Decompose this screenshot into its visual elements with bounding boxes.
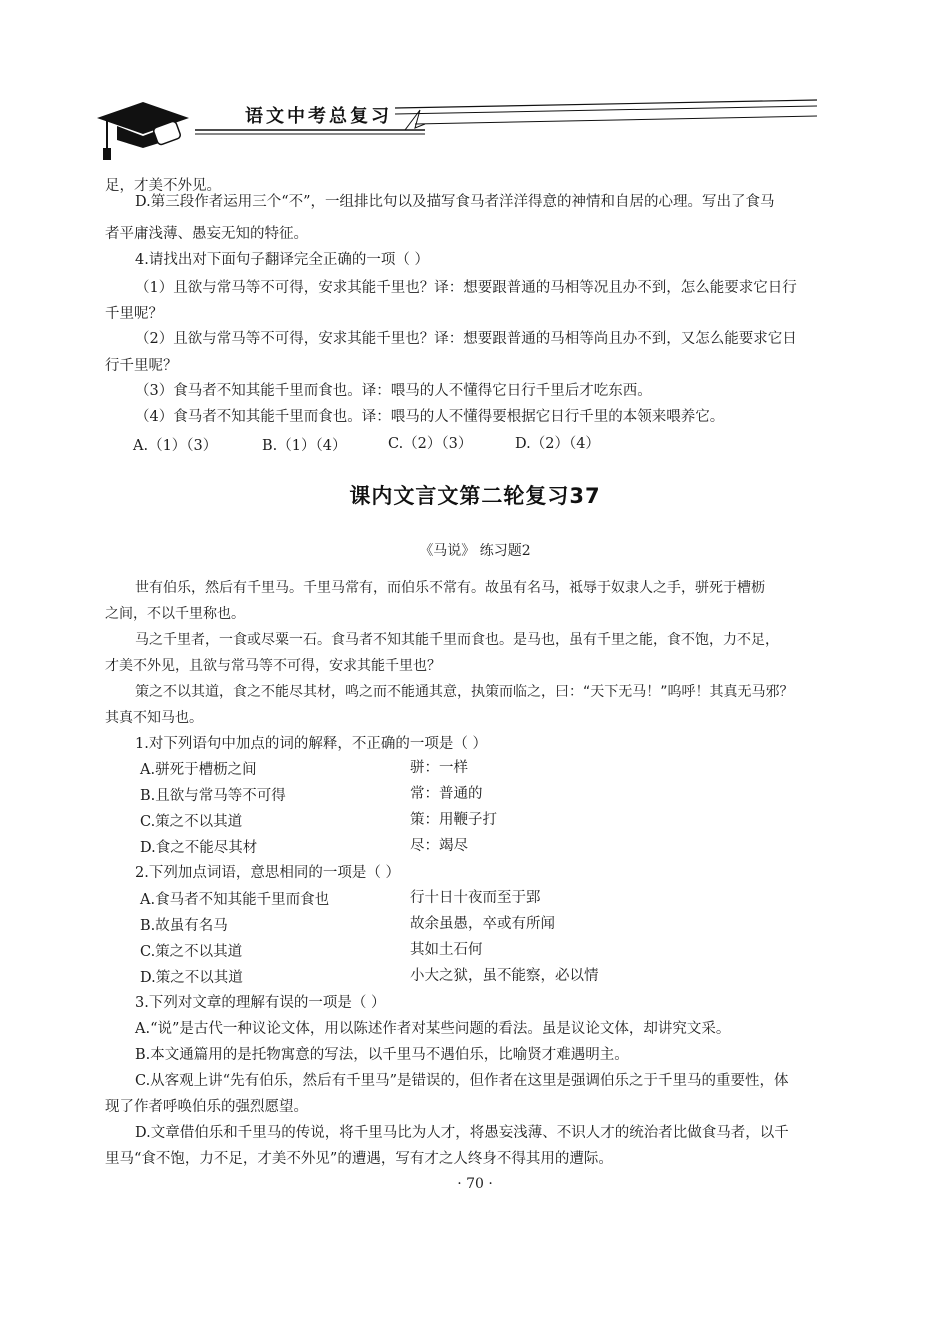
q1-option-c: C.策之不以其道: [140, 814, 243, 830]
choice-c: C.（2）（3）: [388, 436, 473, 452]
choice-a: A.（1）（3）: [133, 438, 218, 454]
page-number: · 70 ·: [457, 1176, 493, 1192]
question-stem: 3.下列对文章的理解有误的一项是（ ）: [135, 995, 386, 1011]
q3-option-b: B.本文通篇用的是托物寓意的写法，以千里马不遇伯乐，比喻贤才难遇明主。: [135, 1047, 629, 1063]
q1-option-b-gloss: 常：普通的: [410, 786, 483, 802]
text-line: 行千里呢？: [105, 358, 178, 374]
q2-option-c-compare: 其如土石何: [410, 942, 483, 958]
q3-option-a: A.“说”是古代一种议论文体，用以陈述作者对某些问题的看法。虽是议论文体，却讲究文采。: [135, 1021, 731, 1037]
graduation-cap-icon: [95, 88, 817, 166]
q2-option-b-compare: 故余虽愚，卒或有所闻: [410, 916, 555, 932]
question-stem: 4.请找出对下面句子翻译完全正确的一项（ ）: [135, 252, 429, 268]
passage-line: 策之不以其道，食之不能尽其材，鸣之而不能通其意，执策而临之，曰：“天下无马！”呜呼！其真无马邪？: [135, 684, 794, 700]
section-title: 课内文言文第二轮复习37: [349, 484, 601, 508]
passage-line: 其真不知马也。: [105, 710, 203, 726]
header-title: 语文中考总复习: [245, 106, 392, 127]
q2-option-c: C.策之不以其道: [140, 944, 243, 960]
q1-option-b: B.且欲与常马等不可得: [140, 788, 286, 804]
q3-option-c-cont: 现了作者呼唤伯乐的强烈愿望。: [105, 1099, 308, 1115]
q2-option-d: D.策之不以其道: [140, 970, 243, 986]
text-line: 千里呢？: [105, 306, 163, 322]
q3-option-c: C.从客观上讲“先有伯乐，然后有千里马”是错误的，但作者在这里是强调伯乐之于千里马的重要性，体: [135, 1073, 789, 1089]
text-line: （2）且欲与常马等不可得，安求其能千里也？译：想要跟普通的马相等尚且办不到，又怎么能要求它日: [135, 331, 797, 347]
q1-option-a: A.骈死于槽枥之间: [140, 762, 257, 778]
passage-line: 马之千里者，一食或尽粟一石。食马者不知其能千里而食也。是马也，虽有千里之能，食不饱，力不足，: [135, 632, 779, 648]
q3-option-d-cont: 里马“食不饱，力不足，才美不外见”的遭遇，写有才之人终身不得其用的遭际。: [105, 1151, 613, 1167]
passage-line: 之间，不以千里称也。: [105, 606, 245, 622]
q3-option-d: D.文章借伯乐和千里马的传说，将千里马比为人才，将愚妄浅薄、不识人才的统治者比做食马者，以千: [135, 1125, 789, 1141]
text-line: （1）且欲与常马等不可得，安求其能千里也？译：想要跟普通的马相等况且办不到，怎么能要求它日行: [135, 280, 797, 296]
q2-option-b: B.故虽有名马: [140, 918, 228, 934]
text-line: 足，才美不外见。: [105, 178, 221, 194]
q1-option-d: D.食之不能尽其材: [140, 840, 258, 856]
q1-option-c-gloss: 策：用鞭子打: [410, 812, 497, 828]
q2-option-d-compare: 小大之狱，虽不能察，必以情: [410, 968, 599, 984]
choice-b: B.（1）（4）: [262, 438, 347, 454]
question-stem: 1.对下列语句中加点的词的解释，不正确的一项是（ ）: [135, 736, 487, 752]
exercise-subtitle: 《马说》 练习题2: [419, 543, 531, 559]
q2-option-a-compare: 行十日十夜而至于郢: [410, 890, 541, 906]
text-line: 者平庸浅薄、愚妄无知的特征。: [105, 226, 308, 242]
choice-d: D.（2）（4）: [515, 436, 600, 452]
text-line: D.第三段作者运用三个“不”，一组排比句以及描写食马者洋洋得意的神情和自居的心理。写出了食马: [135, 194, 775, 210]
question-stem: 2.下列加点词语，意思相同的一项是（ ）: [135, 865, 400, 881]
passage-line: 世有伯乐，然后有千里马。千里马常有，而伯乐不常有。故虽有名马，祗辱于奴隶人之手，骈死于槽枥: [135, 580, 765, 596]
q1-option-a-gloss: 骈：一样: [410, 760, 468, 776]
q2-option-a: A.食马者不知其能千里而食也: [140, 892, 330, 908]
page-header: [95, 88, 817, 166]
passage-line: 才美不外见，且欲与常马等不可得，安求其能千里也？: [105, 658, 441, 674]
q1-option-d-gloss: 尽：竭尽: [410, 838, 468, 854]
text-line: （3）食马者不知其能千里而食也。译：喂马的人不懂得它日行千里后才吃东西。: [135, 383, 652, 399]
text-line: （4）食马者不知其能千里而食也。译：喂马的人不懂得要根据它日行千里的本领来喂养它。: [135, 409, 725, 425]
